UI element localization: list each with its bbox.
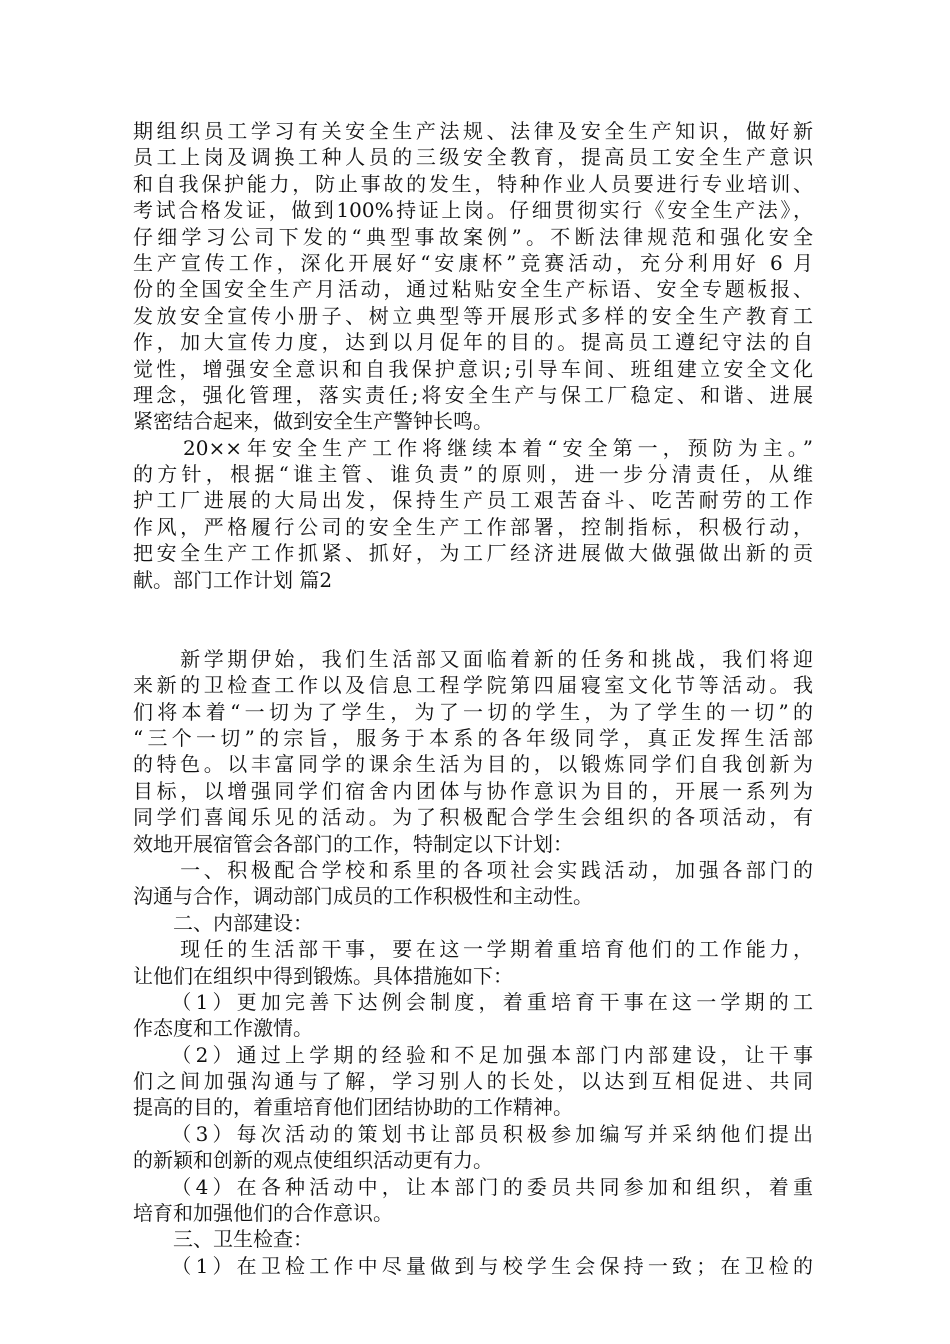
text-line: （4）在各种活动中，让本部门的委员共同参加和组织，着重 — [133, 1174, 813, 1199]
text-line: 一、积极配合学校和系里的各项社会实践活动，加强各部门的 — [133, 857, 813, 882]
item-heading: 二、内部建设： — [133, 910, 313, 935]
text-line: 培育和加强他们的合作意识。 — [133, 1201, 393, 1226]
text-line: 目标，以增强同学们宿舍内团体与协作意识为目的，开展一系列为 — [133, 778, 813, 803]
text-line: 同学们喜闻乐见的活动。为了积极配合学生会组织的各项活动，有 — [133, 805, 813, 830]
text-line: 们将本着“一切为了学生，为了一切的学生，为了学生的一切”的 — [133, 699, 813, 724]
text-line: 沟通与合作，调动部门成员的工作积极性和主动性。 — [133, 884, 593, 909]
text-line: 提高的目的，着重培育他们团结协助的工作精神。 — [133, 1095, 573, 1120]
text-line: 和自我保护能力，防止事故的发生，特种作业人员要进行专业培训、 — [133, 171, 813, 196]
text-line: 份的全国安全生产月活动，通过粘贴安全生产标语、安全专题板报、 — [133, 277, 813, 302]
text-line: 效地开展宿管会各部门的工作，特制定以下计划： — [133, 831, 573, 856]
text-line: 们之间加强沟通与了解，学习别人的长处，以达到互相促进、共同 — [133, 1069, 813, 1094]
section-gap — [133, 593, 813, 646]
measure-4 — [133, 1174, 813, 1227]
text-line: 的特色。以丰富同学的课余生活为目的，以锻炼同学们自我创新为 — [133, 752, 813, 777]
text-line: 发放安全宣传小册子、树立典型等开展形式多样的安全生产教育工 — [133, 303, 813, 328]
annual-safety-paragraph — [133, 435, 813, 593]
text-line: （2）通过上学期的经验和不足加强本部门内部建设，让干事 — [133, 1042, 813, 1067]
plan-item-1 — [133, 857, 813, 910]
plan-item-3 — [133, 1226, 813, 1279]
text-line: 的方针，根据“谁主管、谁负责”的原则，进一步分清责任，从维 — [133, 462, 813, 487]
text-line: 的新颖和创新的观点使组织活动更有力。 — [133, 1148, 493, 1173]
text-line: 员工上岗及调换工种人员的三级安全教育，提高员工安全生产意识 — [133, 145, 813, 170]
text-line: 考试合格发证，做到100%持证上岗。仔细贯彻实行《安全生产法》， — [133, 198, 813, 223]
text-line: 把安全生产工作抓紧、抓好，为工厂经济进展做大做强做出新的贡 — [133, 541, 813, 566]
text-line: 现任的生活部干事，要在这一学期着重培育他们的工作能力， — [133, 937, 813, 962]
text-line: 期组织员工学习有关安全生产法规、法律及安全生产知识，做好新 — [133, 119, 813, 143]
text-line: 作风，严格履行公司的安全生产工作部署，控制指标，积极行动， — [133, 514, 813, 539]
text-line: （1）在卫检工作中尽量做到与校学生会保持一致；在卫检的 — [133, 1253, 813, 1278]
text-line: 让他们在组织中得到锻炼。具体措施如下： — [133, 963, 513, 988]
text-line: 新学期伊始，我们生活部又面临着新的任务和挑战，我们将迎 — [133, 646, 813, 671]
text-line: 理念，强化管理，落实责任;将安全生产与保工厂稳定、和谐、进展 — [133, 382, 813, 407]
measure-1 — [133, 989, 813, 1042]
text-line: （1）更加完善下达例会制度，着重培育干事在这一学期的工 — [133, 989, 813, 1014]
measure-3 — [133, 1121, 813, 1174]
item-heading: 三、卫生检查： — [133, 1227, 313, 1252]
text-line: （3）每次活动的策划书让部员积极参加编写并采纳他们提出 — [133, 1121, 813, 1146]
text-line: 护工厂进展的大局出发，保持生产员工艰苦奋斗、吃苦耐劳的工作 — [133, 488, 813, 513]
text-line: 作态度和工作激情。 — [133, 1016, 313, 1041]
document-page — [133, 118, 813, 1279]
text-line: 觉性，增强安全意识和自我保护意识;引导车间、班组建立安全文化 — [133, 356, 813, 381]
text-line: 作，加大宣传力度，达到以月促年的目的。提高员工遵纪守法的自 — [133, 330, 813, 355]
text-line: 20××年安全生产工作将继续本着“安全第一，预防为主。” — [133, 435, 813, 460]
section-heading-line: 献。部门工作计划 篇2 — [133, 567, 333, 592]
life-dept-intro-paragraph — [133, 646, 813, 857]
safety-plan-paragraph — [133, 118, 813, 435]
text-line: 仔细学习公司下发的“典型事故案例”。不断法律规范和强化安全 — [133, 224, 813, 249]
text-line: 紧密结合起来，做到安全生产警钟长鸣。 — [133, 409, 493, 434]
text-line: 生产宣传工作，深化开展好“安康杯”竞赛活动，充分利用好 6 月 — [133, 250, 813, 275]
text-line: 来新的卫检查工作以及信息工程学院第四届寝室文化节等活动。我 — [133, 673, 813, 698]
measure-2 — [133, 1042, 813, 1121]
plan-item-2 — [133, 910, 813, 989]
text-line: “三个一切”的宗旨，服务于本系的各年级同学，真正发挥生活部 — [133, 726, 813, 750]
